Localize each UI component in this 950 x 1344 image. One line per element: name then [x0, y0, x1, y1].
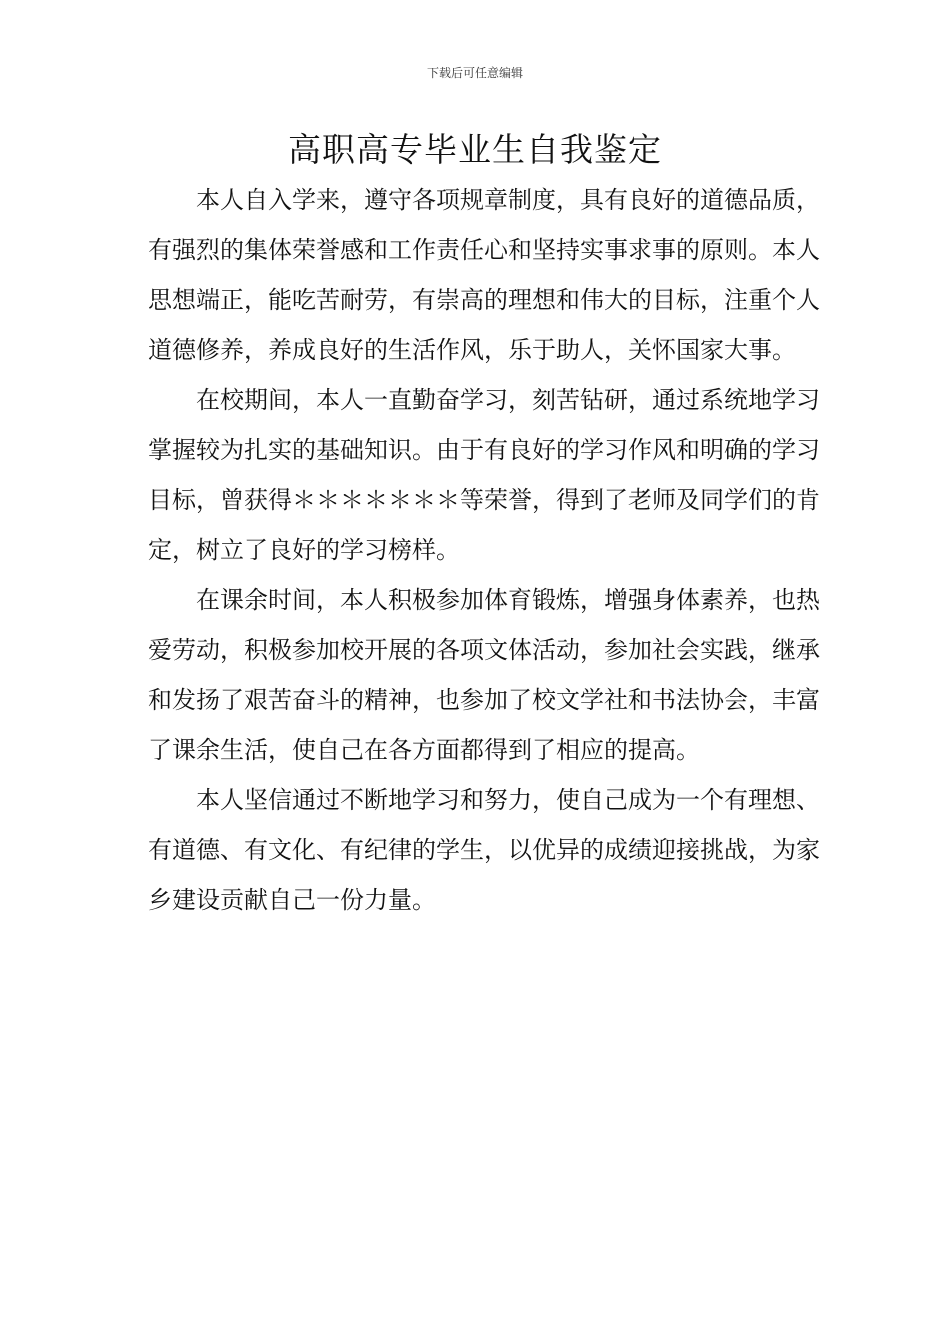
paragraph-conduct: 本人自入学来，遵守各项规章制度，具有良好的道德品质，有强烈的集体荣誉感和工作责任心和坚持实事求事的原则。本人思想端正，能吃苦耐劳，有崇高的理想和伟大的目标，注重个人道德修养，养成良好的生活作风，乐于助人，关怀国家大事。: [148, 186, 820, 364]
paragraph-activities: 在课余时间，本人积极参加体育锻炼，增强身体素养，也热爱劳动，积极参加校开展的各项文体活动，参加社会实践，继承和发扬了艰苦奋斗的精神，也参加了校文学社和书法协会，丰富了课余生活，使自己在各方面都得到了相应的提高。: [148, 586, 820, 764]
paragraph-study: 在校期间，本人一直勤奋学习，刻苦钻研，通过系统地学习掌握较为扎实的基础知识。由于有良好的学习作风和明确的学习目标，曾获得＊＊＊＊＊＊＊等荣誉，得到了老师及同学们的肯定，树立了良好的学习榜样。: [148, 386, 820, 564]
document-body: [148, 175, 828, 925]
page-header-note: 下载后可任意编辑: [426, 66, 523, 80]
paragraph-conclusion: 本人坚信通过不断地学习和努力，使自己成为一个有理想、有道德、有文化、有纪律的学生，以优异的成绩迎接挑战，为家乡建设贡献自己一份力量。: [148, 786, 820, 914]
document-title: 高职高专毕业生自我鉴定: [288, 130, 662, 169]
